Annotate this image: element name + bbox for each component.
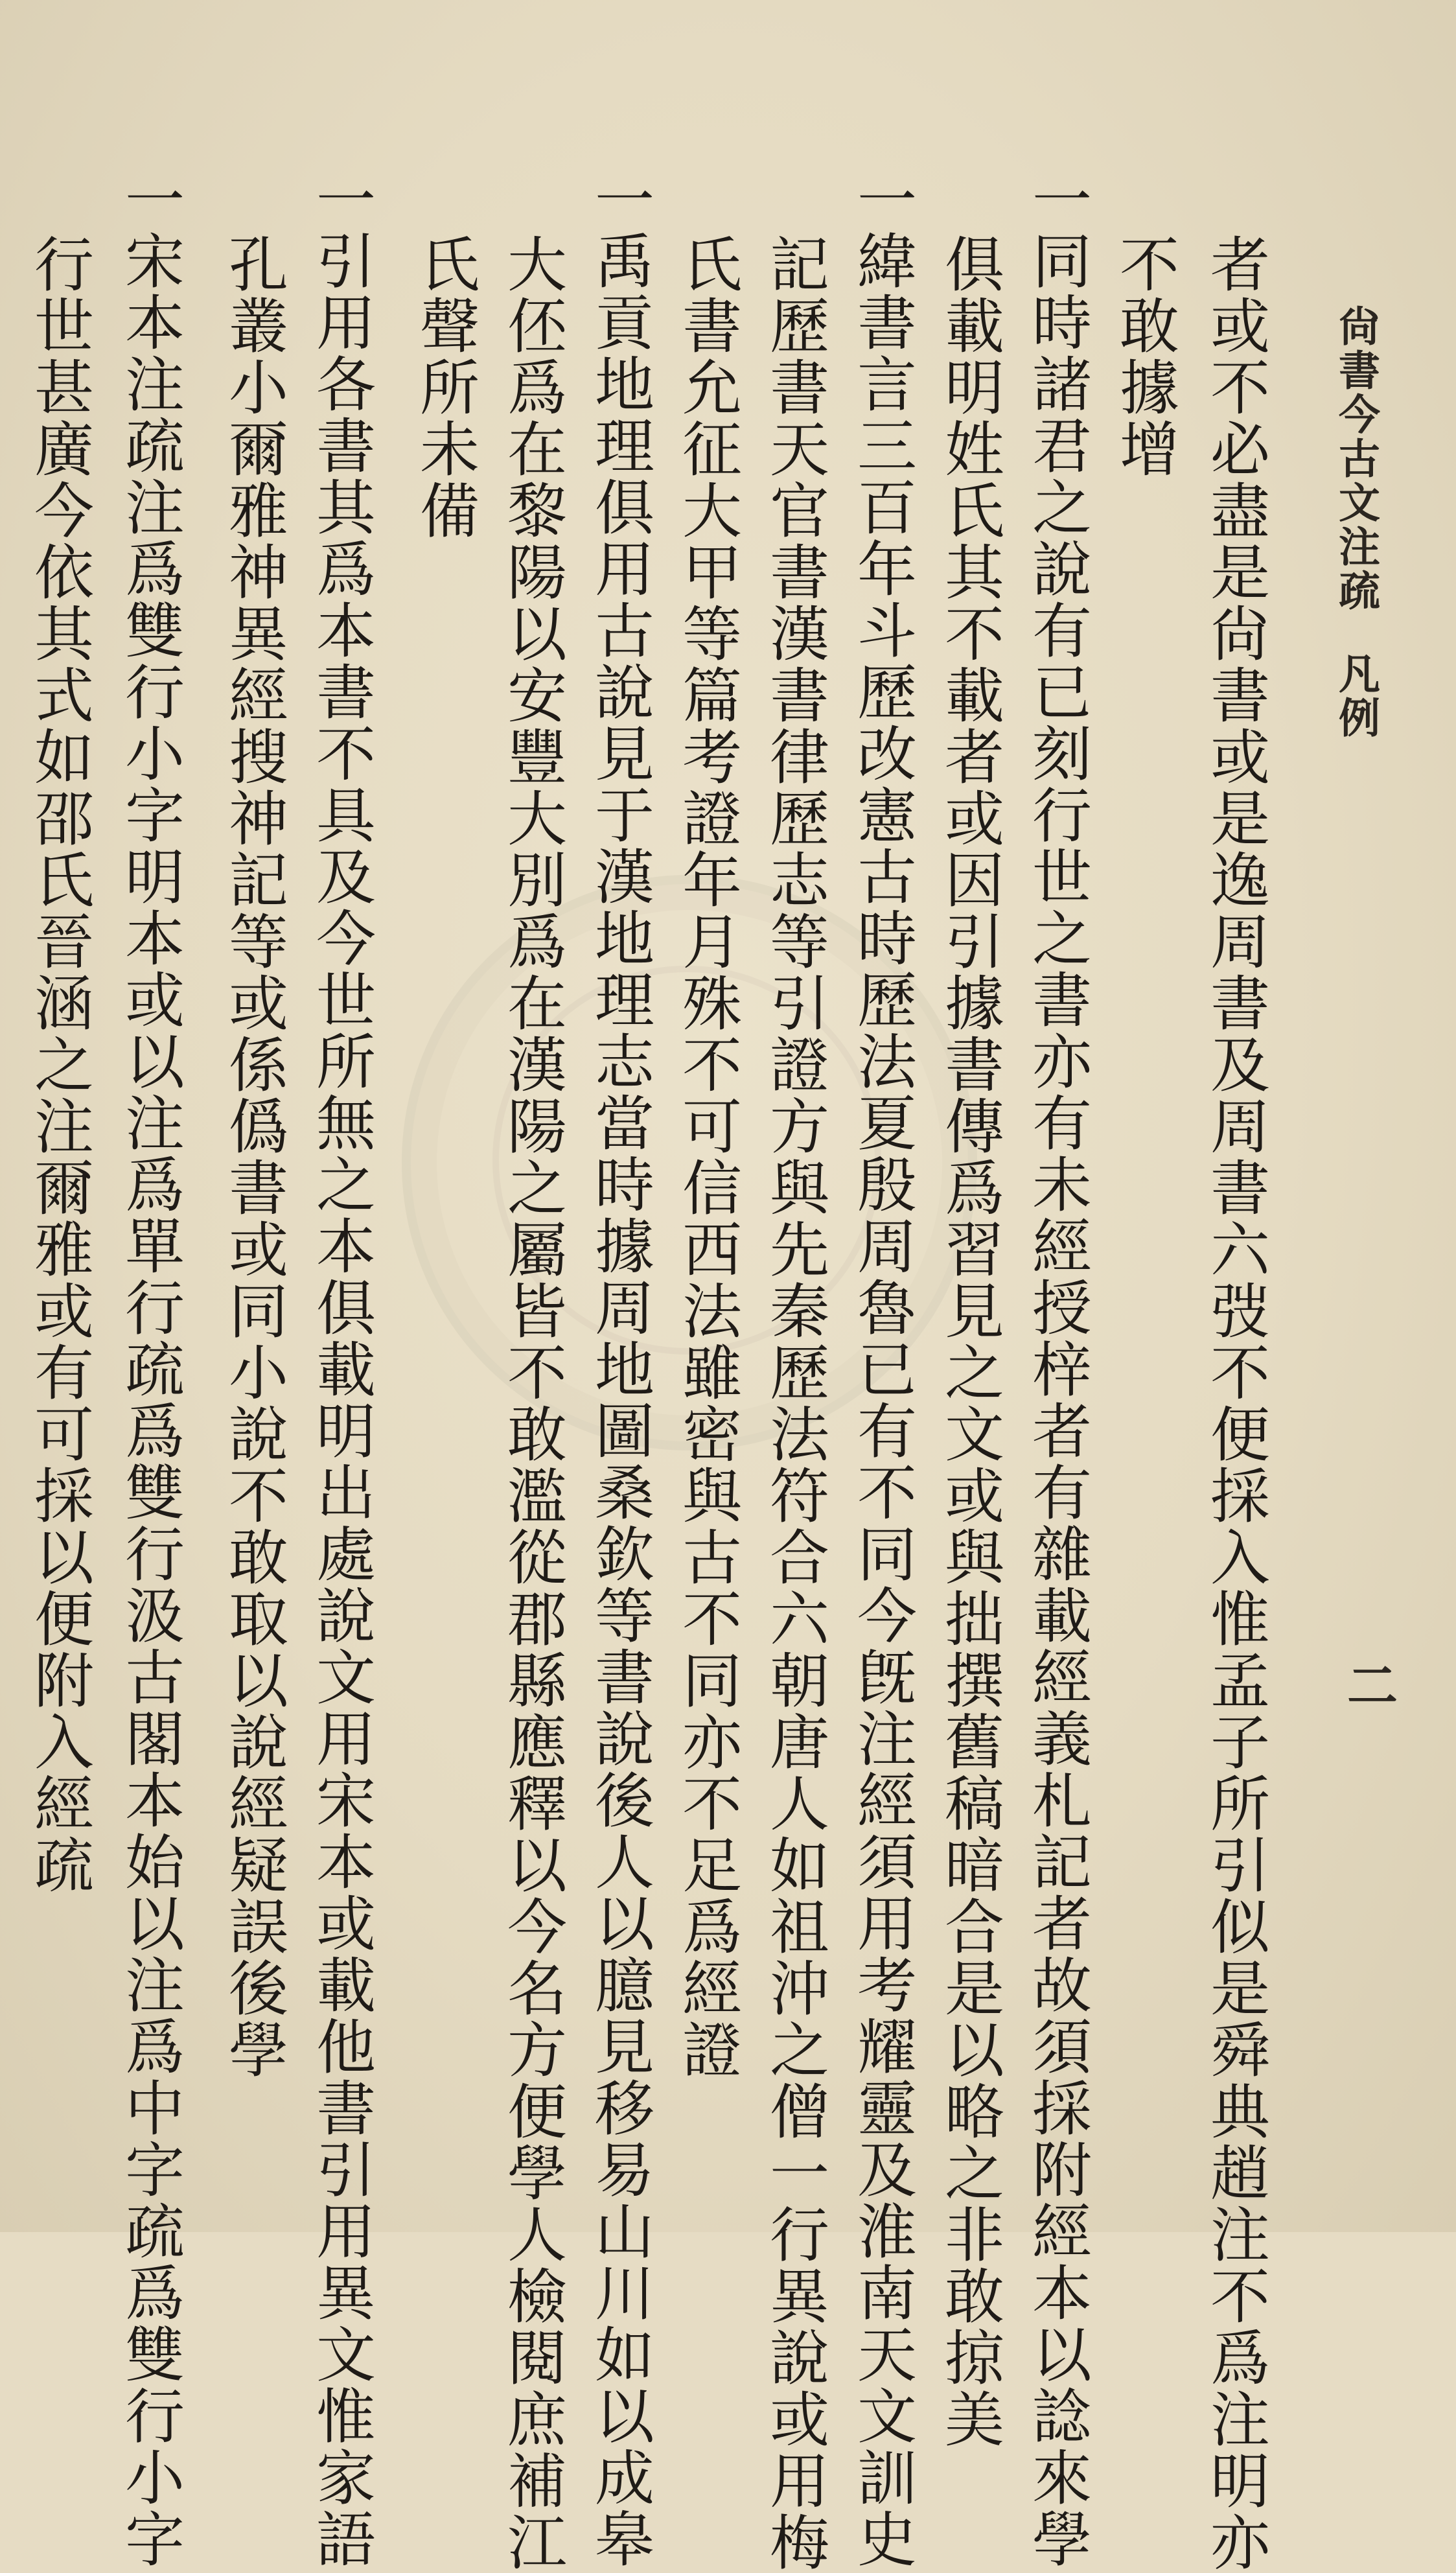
running-header	[1332, 305, 1380, 740]
book-title: 尙書今古文注疏	[1332, 305, 1380, 613]
text-column-2: 不敢據增	[1110, 233, 1179, 480]
text-column-6: 記歷書天官書漢書律歷志等引證方與先秦歷法符合六朝唐人如祖沖之僧一行異說或用梅	[760, 233, 829, 2573]
section-title: 凡例	[1332, 652, 1380, 740]
text-column-1: 者或不必盡是尙書或是逸周書及周書六弢不便採入惟孟子所引似是舜典趙注不爲注明亦	[1201, 233, 1270, 2573]
text-column-12: 孔叢小爾雅神異經搜神記等或係僞書或同小說不敢取以說經疑誤後學	[219, 233, 288, 2080]
text-column-3: 一同時諸君之說有已刻行世之書亦有未經授梓者有雜載經義札記者故須採附經本以諗來學	[1023, 169, 1092, 2570]
text-column-9: 大伾爲在黎陽以安豐大別爲在漢陽之屬皆不敢濫從郡縣應釋以今名方便學人檢閱庶補江	[498, 233, 567, 2573]
text-column-5: 一緯書言三百年斗歷改憲古時歷法夏殷周魯已有不同今旣注經須用考耀靈及淮南天文訓史	[848, 169, 917, 2570]
text-column-4: 俱載明姓氏其不載者或因引據書傳爲習見之文或與拙撰舊稿暗合是以略之非敢掠美	[935, 233, 1004, 2450]
page-number: 二	[1339, 1659, 1398, 1710]
text-column-7: 氏書允征大甲等篇考證年月殊不可信西法雖密與古不同亦不足爲經證	[673, 233, 742, 2080]
text-column-8: 一禹貢地理俱用古說見于漢地理志當時據周地圖桑欽等書說後人以臆見移易山川如以成皋	[585, 169, 654, 2570]
text-column-14: 行世甚廣今依其式如邵氏晉涵之注爾雅或有可採以便附入經疏	[25, 233, 94, 1896]
text-column-11: 一引用各書其爲本書不具及今世所無之本俱載明出處說文用宋本或載他書引用異文惟家語	[306, 169, 376, 2570]
text-column-13: 一宋本注疏注爲雙行小字明本或以注爲單行疏爲雙行汲古閣本始以注爲中字疏爲雙行小字	[115, 169, 185, 2570]
text-column-10: 氏聲所未備	[410, 233, 480, 541]
